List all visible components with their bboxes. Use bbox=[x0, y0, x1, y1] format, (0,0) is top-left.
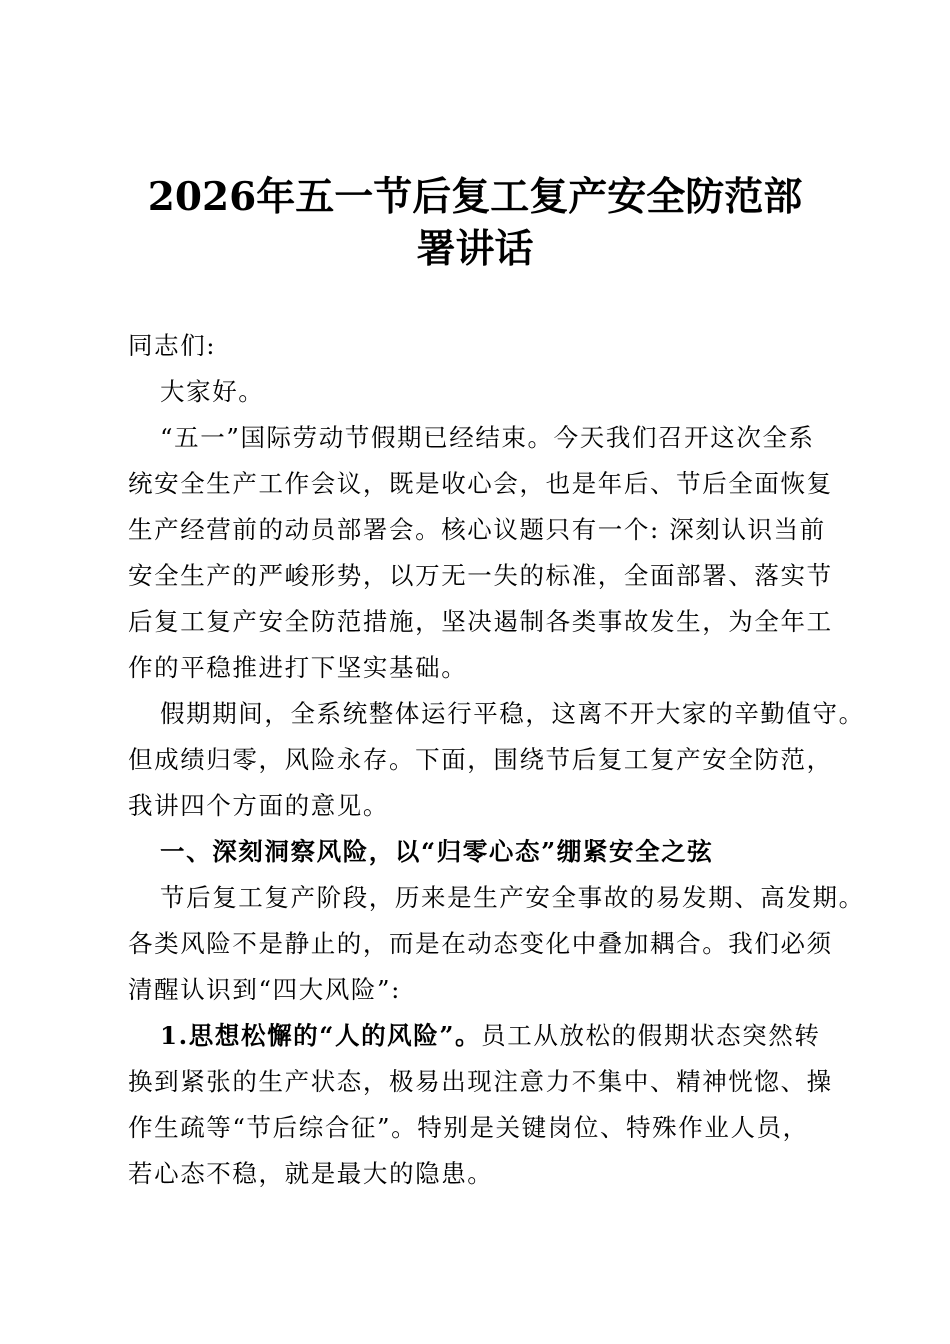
section-heading: 一、深刻洞察风险，以“归零心态”绷紧安全之弦 bbox=[160, 837, 714, 866]
paragraph-line: 生产经营前的动员部署会。核心议题只有一个: 深刻认识当前 bbox=[128, 515, 826, 544]
paragraph-line: 若心态不稳，就是最大的隐患。 bbox=[128, 1159, 494, 1188]
salutation: 同志们: bbox=[128, 331, 217, 360]
paragraph-line: 各类风险不是静止的，而是在动态变化中叠加耦合。我们必须 bbox=[128, 929, 833, 958]
paragraph-line: 假期期间，全系统整体运行平稳，这离不开大家的辛勤值守。 bbox=[160, 699, 865, 728]
paragraph-line: 安全生产的严峻形势，以万无一失的标准，全面部署、落实节 bbox=[128, 561, 833, 590]
paragraph-line: 作生疏等“节后综合征”。特别是关键岗位、特殊作业人员， bbox=[128, 1113, 809, 1142]
document-title-line-2: 署讲话 bbox=[416, 226, 534, 272]
paragraph-line: “五一”国际劳动节假期已经结束。今天我们召开这次全系 bbox=[160, 423, 815, 452]
paragraph-line: 作的平稳推进打下坚实基础。 bbox=[128, 653, 468, 682]
risk-item-line bbox=[160, 1013, 820, 1059]
risk-item-text: 员工从放松的假期状态突然转 bbox=[481, 1021, 821, 1050]
paragraph-line: 统安全生产工作会议，既是收心会，也是年后、节后全面恢复 bbox=[128, 469, 833, 498]
paragraph-line: 但成绩归零，风险永存。下面，围绕节后复工复产安全防范， bbox=[128, 745, 833, 774]
greeting: 大家好。 bbox=[160, 377, 265, 406]
paragraph-line: 后复工复产安全防范措施，坚决遏制各类事故发生，为全年工 bbox=[128, 607, 833, 636]
paragraph-line: 换到紧张的生产状态，极易出现注意力不集中、精神恍惚、操 bbox=[128, 1067, 833, 1096]
paragraph-line: 我讲四个方面的意见。 bbox=[128, 791, 389, 820]
paragraph-line: 节后复工复产阶段，历来是生产安全事故的易发期、高发期。 bbox=[160, 883, 865, 912]
document-title-line-1: 2026年五一节后复工复产安全防范部 bbox=[147, 174, 803, 220]
risk-item-heading: 1.思想松懈的“人的风险”。 bbox=[160, 1021, 482, 1050]
paragraph-line: 清醒认识到“四大风险”: bbox=[128, 975, 402, 1004]
